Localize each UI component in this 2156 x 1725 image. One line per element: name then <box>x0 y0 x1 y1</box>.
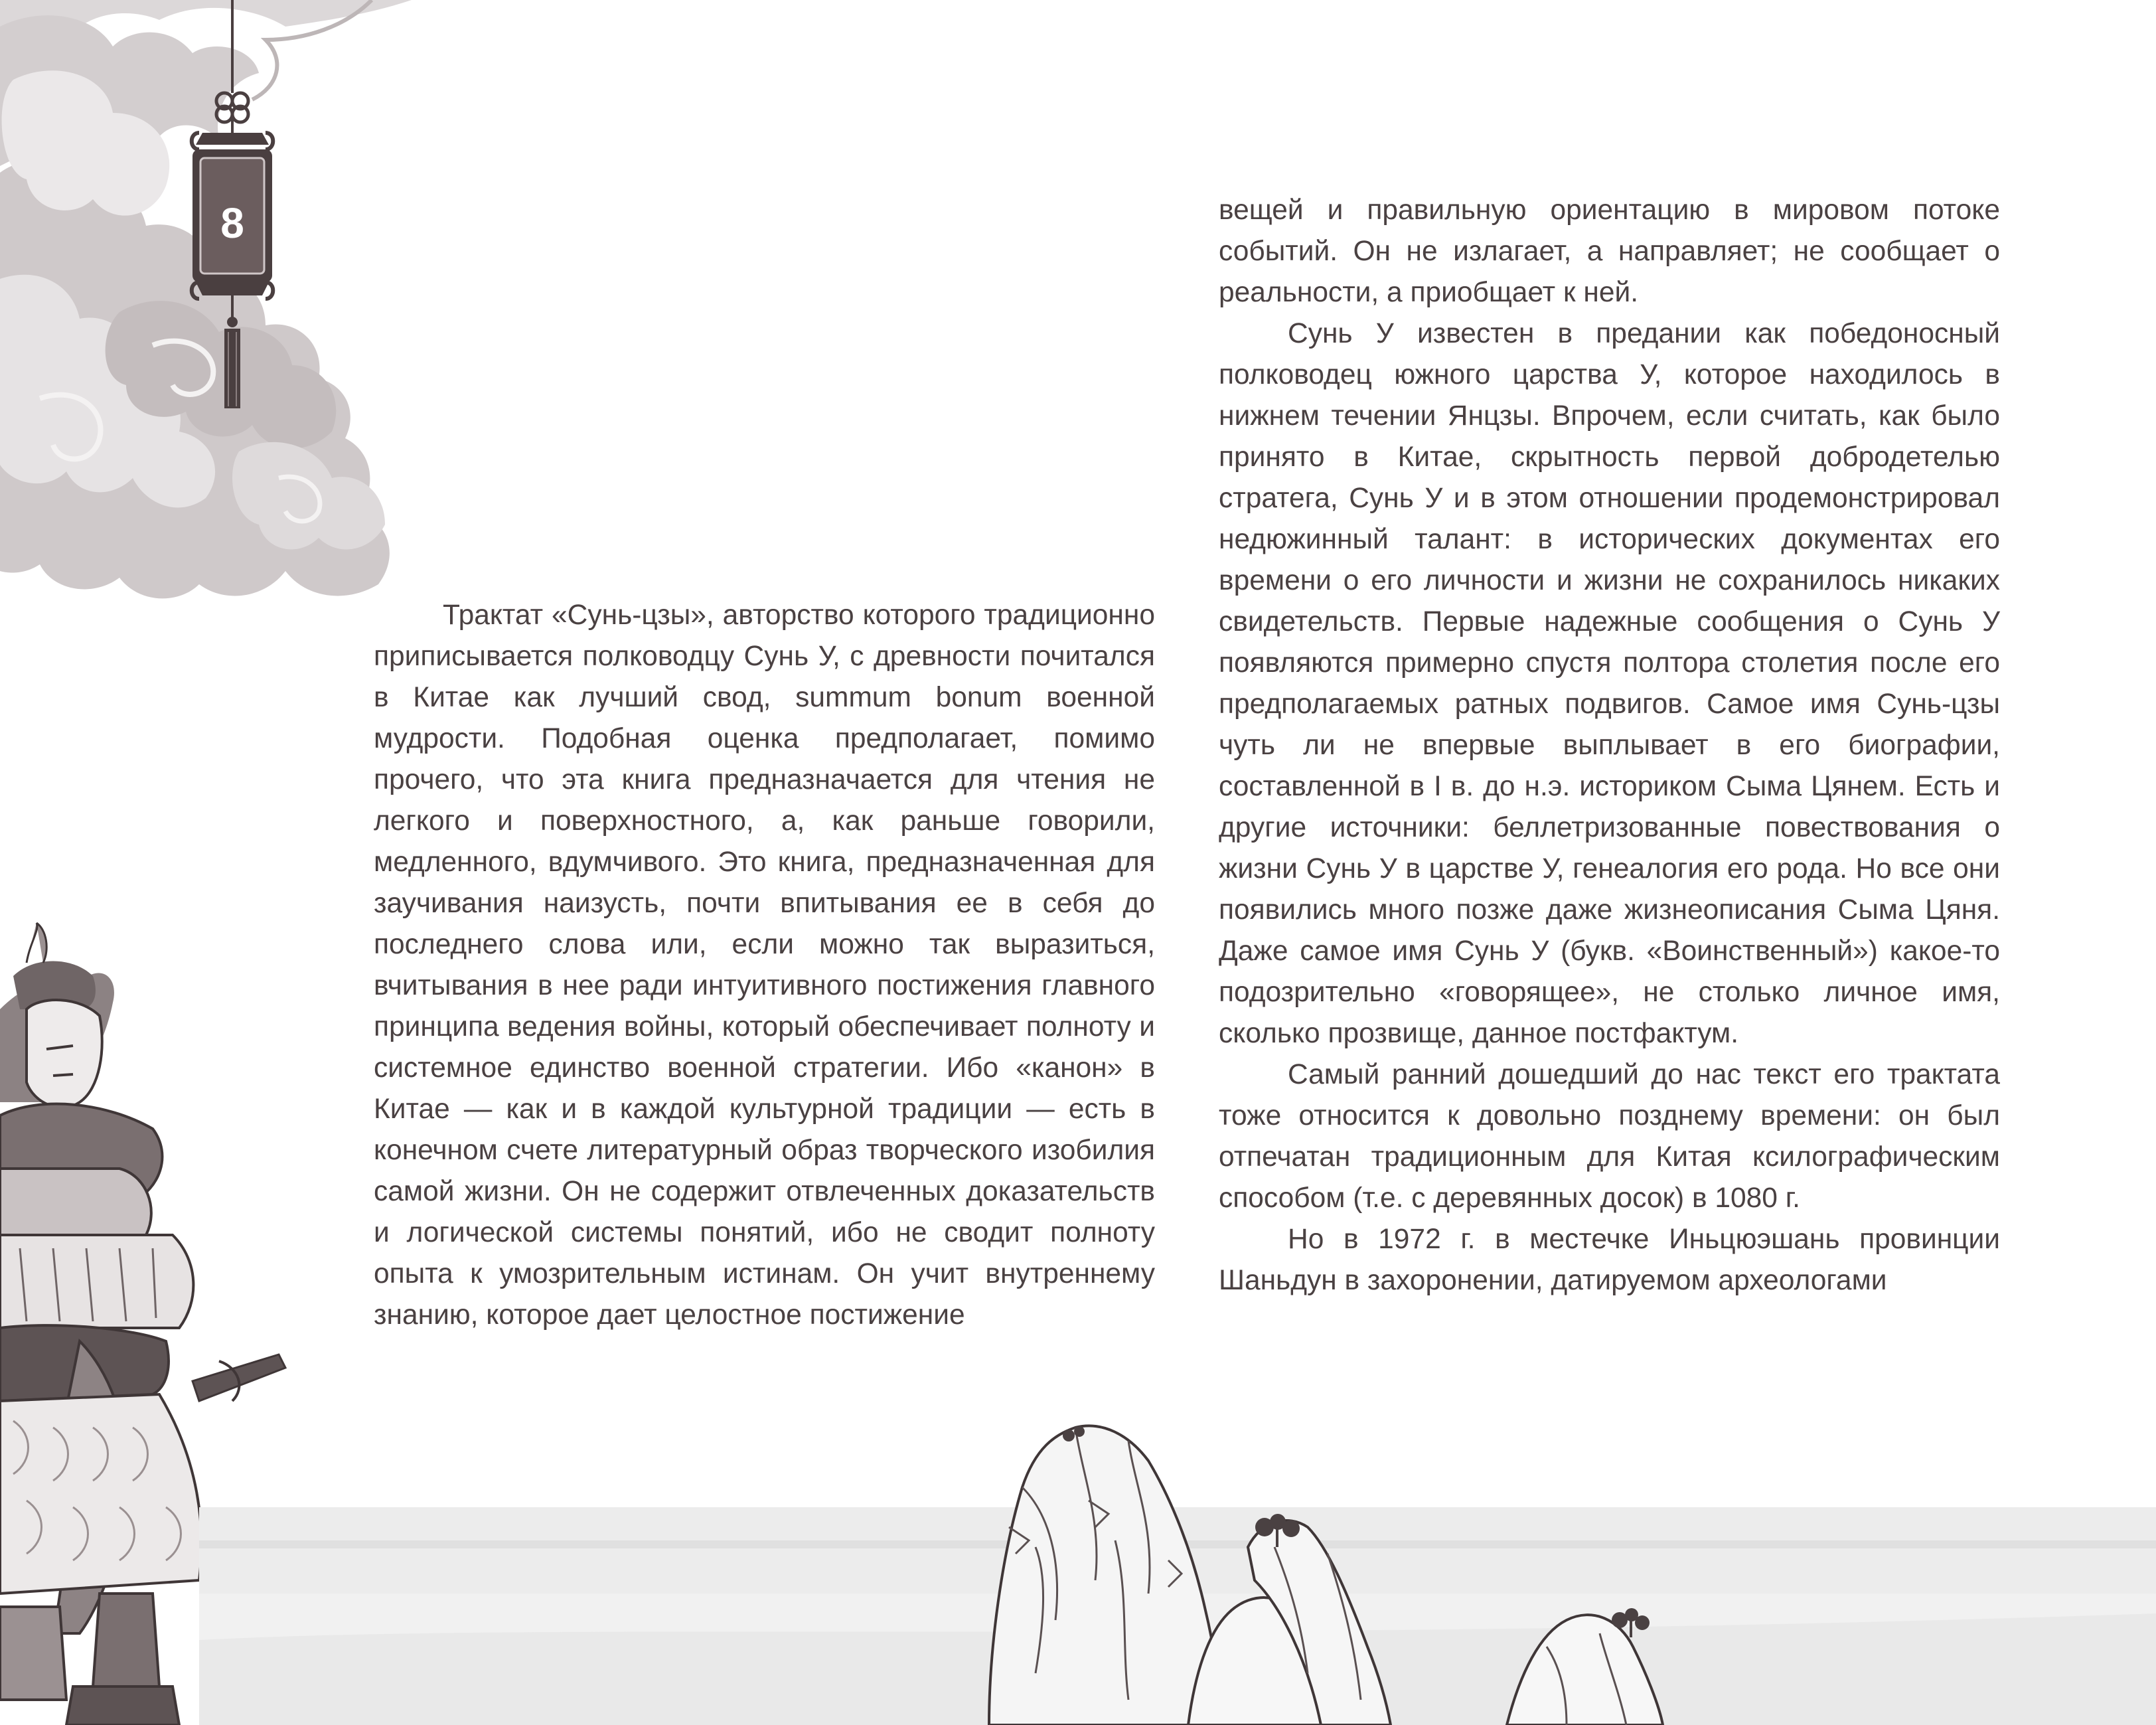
cloud-ornament-top-left <box>0 0 412 598</box>
paragraph: Трактат «Сунь-цзы», авторство которого традиционно приписывается полководцу Сунь У, с древности почитался в Китае как лучший свод, summum bonum военной мудрости. Подобная оценка предполагает, помимо прочего, что эта книга предназначается для чтения не легкого и поверхностного, а, как раньше говорили, медленного, вдумчивого. Это книга, предназначенная для заучивания наизусть, почти впитывания ее в себя до последнего слова или, если можно так выразиться, вчитывания в нее ради интуитивного постижения главного принципа ведения войны, который обеспечивает полноту и системное единство военной стратегии. Ибо «канон» в Китае — как и в каждой культурной традиции — есть в конечном счете литературный образ творческого изобилия самой жизни. Он не содержит отвлеченных доказательств и логической системы понятий, ибо не сводит полноту опыта к умозрительным истинам. Он учит внутреннему знанию, которое дает целостное постижение <box>374 600 1155 1331</box>
paragraph: Самый ранний дошедший до нас текст его трактата тоже относится к довольно позднему времени: он был отпечатан традиционным для Китая ксилографическим способом (т.е. с деревянных досок) в 1080 г. <box>1219 1059 2000 1214</box>
page-number: 8 <box>220 199 244 247</box>
paragraph: вещей и правильную ориентацию в мировом потоке событий. Он не излагает, а направляет; не сообщает о реальности, а приобщает к ней. <box>1219 195 2000 308</box>
paragraph: Сунь У известен в предании как победоносный полководец южного царства У, которое находилось в нижнем течении Янцзы. Впрочем, если считать, как было принято в Китае, скрытность первой добродетелью стратега, Сунь У и в этом отношении продемонстрировал недюжинный талант: в исторических документах его времени о его личности и жизни не сохранилось никаких свидетельств. Первые надежные сообщения о Сунь У появляются примерно спустя полтора столетия после его предполагаемых ратных подвигов. Самое имя Сунь-цзы чуть ли не впервые выплывает в его биографии, составленной в I в. до н.э. историком Сыма Цянем. Есть и другие источники: беллетризованные повествования о жизни Сунь У в царстве У, генеалогия его рода. Но все они появились много позже даже жизнеописания Сыма Цяня. Даже самое имя Сунь У (букв. «Воинственный») какое-то подозрительно «говорящее», не столько личное имя, сколько прозвище, данное постфактум. <box>1219 318 2000 1049</box>
paragraph: Но в 1972 г. в местечке Иньцюэшань провинции Шаньдун в захоронении, датируемом археологами <box>1219 1224 2000 1296</box>
left-column <box>374 595 1155 1336</box>
right-column <box>1219 190 2000 1301</box>
